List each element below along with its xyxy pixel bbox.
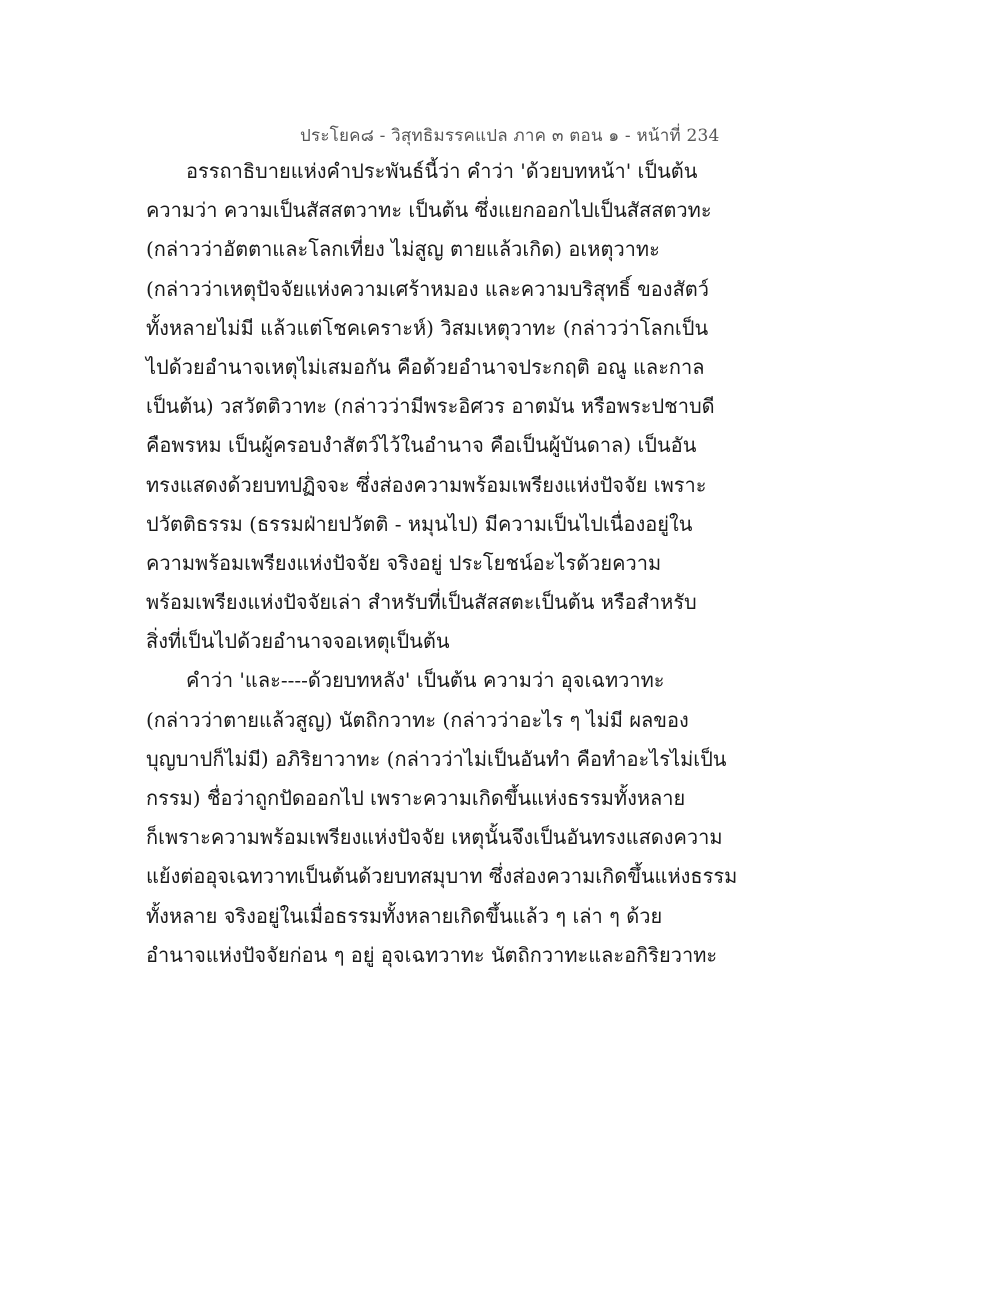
text-line: แย้งต่ออุจเฉทวาทเป็นต้นด้วยบทสมุบาท ซึ่งส่องความเกิดขึ้นแห่งธรรม xyxy=(146,864,738,889)
paragraph-2 xyxy=(146,661,738,975)
text-line: ก็เพราะความพร้อมเพรียงแห่งปัจจัย เหตุนั้นจึงเป็นอันทรงแสดงความ xyxy=(146,825,723,850)
text-line: (กล่าวว่าตายแล้วสูญ) นัตถิกวาทะ (กล่าวว่าอะไร ๆ ไม่มี ผลของ xyxy=(146,707,689,732)
text-line: ปวัตติธรรม (ธรรมฝ่ายปวัตติ - หมุนไป) มีความเป็นไปเนื่องอยู่ใน xyxy=(146,511,693,536)
text-line: ความว่า ความเป็นสัสสตวาทะ เป็นต้น ซึ่งแยกออกไปเป็นสัสสตวทะ xyxy=(146,198,712,223)
text-line: พร้อมเพรียงแห่งปัจจัยเล่า สำหรับที่เป็นสัสสตะเป็นต้น หรือสำหรับ xyxy=(146,590,697,615)
body-text xyxy=(146,152,738,975)
text-line: (กล่าวว่าอัตตาและโลกเที่ยง ไม่สูญ ตายแล้วเกิด) อเหตุวาทะ xyxy=(146,237,660,262)
running-header: ประโยค๘ - วิสุทธิมรรคแปล ภาค ๓ ตอน ๑ - หน้าที่ 234 xyxy=(300,126,720,146)
text-line: กรรม) ชื่อว่าถูกปัดออกไป เพราะความเกิดขึ้นแห่งธรรมทั้งหลาย xyxy=(146,786,686,810)
text-line: ทั้งหลายไม่มี แล้วแต่โชคเคราะห์) วิสมเหตุวาทะ (กล่าวว่าโลกเป็น xyxy=(146,315,709,340)
text-line: ไปด้วยอำนาจเหตุไม่เสมอกัน คือด้วยอำนาจประกฤติ อณู และกาล xyxy=(146,354,705,379)
text-line: อำนาจแห่งปัจจัยก่อน ๆ อยู่ อุจเฉทวาทะ นัตถิกวาทะและอกิริยวาทะ xyxy=(146,942,718,967)
paragraph-1 xyxy=(146,152,715,661)
text-line: (กล่าวว่าเหตุปัจจัยแห่งความเศร้าหมอง และความบริสุทธิ์ ของสัตว์ xyxy=(146,276,709,301)
text-line: ทั้งหลาย จริงอยู่ในเมื่อธรรมทั้งหลายเกิดขึ้นแล้ว ๆ เล่า ๆ ด้วย xyxy=(146,903,663,928)
text-line: เป็นต้น) วสวัตติวาทะ (กล่าวว่ามีพระอิศวร อาตมัน หรือพระปชาบดี xyxy=(146,394,715,419)
text-line: ทรงแสดงด้วยบทปฏิจจะ ซึ่งส่องความพร้อมเพรียงแห่งปัจจัย เพราะ xyxy=(146,472,707,497)
text-line: คำว่า 'และ----ด้วยบทหลัง' เป็นต้น ความว่า อุจเฉทวาทะ xyxy=(186,668,665,693)
text-line: บุญบาปก็ไม่มี) อภิริยาวาทะ (กล่าวว่าไม่เป็นอันทำ คือทำอะไรไม่เป็น xyxy=(146,746,727,771)
text-line: ความพร้อมเพรียงแห่งปัจจัย จริงอยู่ ประโยชน์อะไรด้วยความ xyxy=(146,550,662,575)
text-line: คือพรหม เป็นผู้ครอบงำสัตว์ไว้ในอำนาจ คือเป็นผู้บันดาล) เป็นอัน xyxy=(146,433,697,458)
text-line: อรรถาธิบายแห่งคำประพันธ์นี้ว่า คำว่า 'ด้วยบทหน้า' เป็นต้น xyxy=(186,159,698,183)
text-line: สิ่งที่เป็นไปด้วยอำนาจจอเหตุเป็นต้น xyxy=(146,629,450,654)
